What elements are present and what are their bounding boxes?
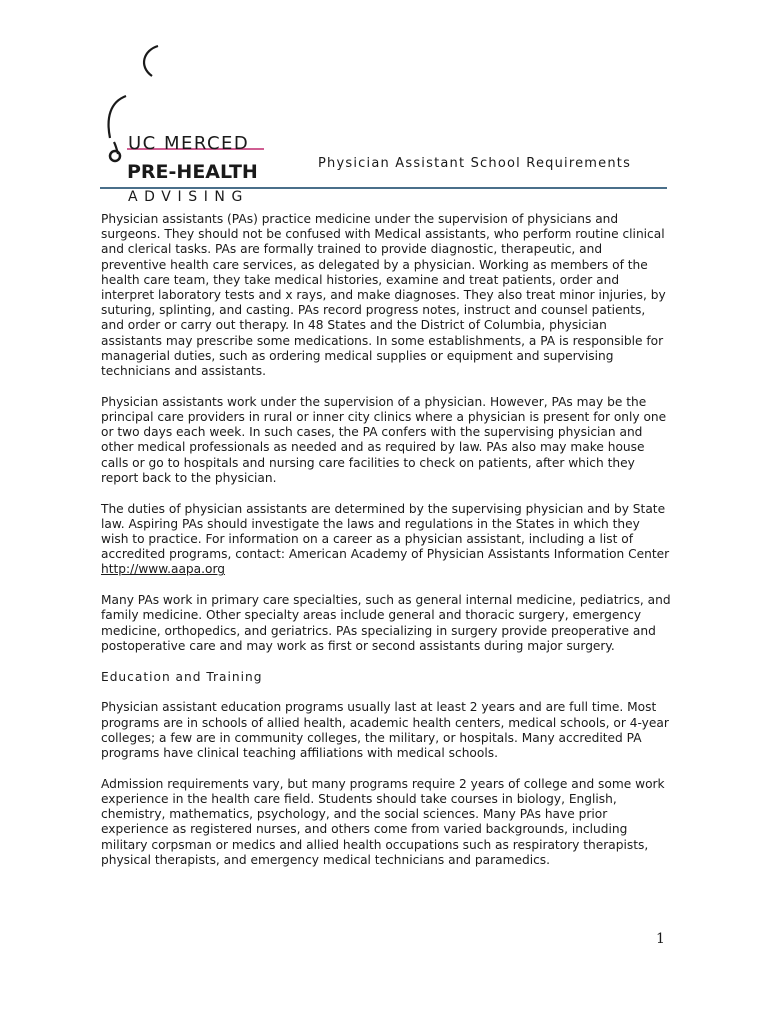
uc-merced-logo (100, 38, 300, 205)
paragraph-duties (101, 502, 671, 578)
paragraph-education-programs: Physician assistant education programs usually last at least 2 years and are full time. Most programs are in schools of allied health, academic health centers, medical schools, or 4-year colleges; a few are in community colleges, the military, or hospitals. Many accredited PA programs have clinical teaching affiliations with medical schools. (101, 700, 669, 761)
logo-mark-icon (100, 38, 300, 178)
paragraph-specialties: Many PAs work in primary care specialties, such as general internal medicine, pediatrics, and family medicine. Other specialty areas include general and thoracic surgery, emergency medicine, orthopedics, and geriatrics. PAs specializing in surgery provide preoperative and postoperative care and may work as first or second assistants during major surgery. (101, 593, 671, 653)
logo-text-uc-merced: UC MERCED (128, 133, 250, 154)
header-divider (100, 187, 667, 189)
paragraph-supervision: Physician assistants work under the supervision of a physician. However, PAs may be the principal care providers in rural or inner city clinics where a physician is present for only one or two days each week. In such cases, the PA confers with the supervising physician and other medical professionals as needed and as required by law. PAs also may make house calls or go to hospitals and nursing care facilities to check on patients, after which they report back to the physician. (101, 394, 667, 485)
logo-text-pre-health: PRE-HEALTH (127, 161, 258, 183)
logo-text-advising: ADVISING (128, 189, 249, 205)
document-body (101, 212, 671, 884)
section-heading-education: Education and Training (101, 669, 263, 684)
page-number: 1 (656, 931, 665, 947)
paragraph-admission: Admission requirements vary, but many programs require 2 years of college and some work experience in the health care field. Students should take courses in biology, English, chemistry, mathematics, psychology, and the social sciences. Many PAs have prior experience as registered nurses, and others come from varied backgrounds, including military corpsman or medics and allied health occupations such as respiratory therapists, physical therapists, and emergency medical technicians and paramedics. (101, 776, 665, 867)
aapa-link[interactable]: http://www.aapa.org (101, 562, 225, 577)
document-title: Physician Assistant School Requirements (318, 156, 632, 171)
paragraph-overview: Physician assistants (PAs) practice medicine under the supervision of physicians and surgeons. They should not be confused with Medical assistants, who perform routine clinical and clerical tasks. PAs are formally trained to provide diagnostic, therapeutic, and preventive health care services, as delegated by a physician. Working as members of the health care team, they take medical histories, examine and treat patients, order and interpret laboratory tests and x rays, and make diagnoses. They also treat minor injuries, by suturing, splinting, and casting. PAs record progress notes, instruct and counsel patients, and order or carry out therapy. In 48 States and the District of Columbia, physician assistants may prescribe some medications. In some establishments, a PA is responsible for managerial duties, such as ordering medical supplies or equipment and supervising technicians and assistants. (101, 212, 666, 379)
paragraph-duties-text: The duties of physician assistants are determined by the supervising physician and by State law. Aspiring PAs should investigate the laws and regulations in the States in which they wish to practice. For information on a career as a physician assistant, including a list of accredited programs, contact: American Academy of Physician Assistants Information Center (101, 501, 670, 562)
